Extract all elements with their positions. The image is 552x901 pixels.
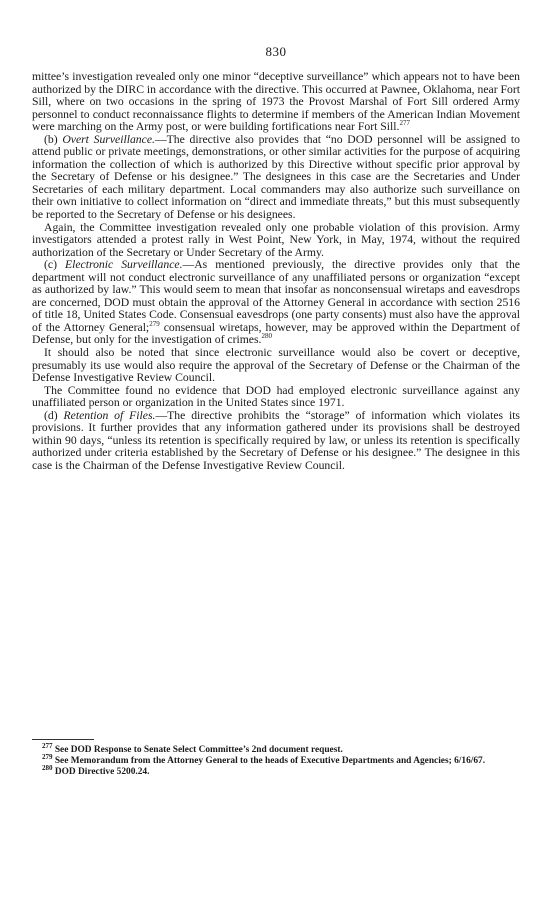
- paragraph-text: Again, the Committee investigation revealed only one probable violation of this provision. Army investigators attended a protest rally in West Point, New York, in May, 1974, without the required authorization of the Secretary or Under Secretary of the Army.: [32, 220, 520, 259]
- footnotes: [32, 741, 520, 779]
- paragraph: [32, 134, 520, 222]
- paragraph: [32, 385, 520, 410]
- section-heading: Electronic Surveillance.: [64, 258, 183, 272]
- paragraph-text: —The directive prohibits the “storage” of information which violates its provisions. It further provides that any information gathered under its provisions shall be destroyed within 90 days, “unless its retention is specifically required by law, or unless its retention is specifically authorized under criteria established by the Secretary of Defense or his designee.” The designee in this case is the Chairman of the Defense Investigative Review Council.: [32, 408, 520, 472]
- footnote-text: DOD Directive 5200.24.: [52, 767, 150, 778]
- paragraph: [32, 71, 520, 134]
- paragraph-text: —As mentioned previously, the directive provides only that the department will not conduct electronic surveillance of any unaffiliated persons or organization “except as authorized by law.” This would seem to mean that insofar as nonconsensual wiretaps and eavesdrops are concerned, DOD must obtain the approval of the Attorney General in accordance with section 2516 of title 18, United States Code. Consensual eavesdrops (one party consents) must also have the approval of the Attorney General;: [32, 258, 520, 334]
- paragraph-text: The Committee found no evidence that DOD had employed electronic surveillance against any unaffiliated person or organization in the United States since 1971.: [32, 383, 520, 410]
- paragraph: [32, 259, 520, 347]
- paragraph-text: (c): [44, 258, 65, 272]
- footnote-text: See DOD Response to Senate Select Committee’s 2nd document request.: [52, 745, 343, 755]
- section-heading: Overt Surveillance.: [62, 132, 155, 146]
- footnote-reference: 279: [149, 320, 160, 329]
- footnote: [32, 753, 520, 767]
- footnote: [32, 764, 520, 778]
- footnote-reference: 277: [399, 119, 410, 128]
- paragraph-text: (b): [44, 132, 63, 146]
- footnote-marker: 277: [42, 741, 53, 750]
- paragraph-text: consensual wiretaps, however, may be approved within the Department of Defense, but only for the investigation of crimes.: [32, 320, 520, 347]
- footnote-text: See Memorandum from the Attorney General to the heads of Executive Departments and Agencies; 6/16/67.: [52, 756, 486, 767]
- paragraph-text: (d): [44, 408, 64, 422]
- body-text: [32, 71, 520, 473]
- footnote-marker: 280: [42, 764, 53, 773]
- page-number: 830: [265, 44, 287, 59]
- paragraph-text: —The directive also provides that “no DOD personnel will be assigned to attend public or private meetings, demonstrations, or other similar activities for the purpose of acquiring information the collection of which is authorized by this Directive without specific prior approval by the Secretary of Defense or his designee.” The designees in this case are the Secretaries and Under Secretaries of each military department. Local commanders may also authorize such surveillance on their own initiative to collect information on “direct and immediate threats,” but this must subsequently be reported to the Secretary of Defense or his designees.: [32, 132, 520, 222]
- footnote-reference: 280: [261, 332, 272, 341]
- paragraph: [32, 222, 520, 260]
- paragraph: [32, 347, 520, 385]
- paragraph-text: It should also be noted that since electronic surveillance would also be covert or deceptive, presumably its use would also require the approval of the Secretary of Defense or the Chairman of the Defense Investigative Review Council.: [32, 346, 520, 385]
- paragraph: [32, 410, 520, 473]
- footnote-divider: [32, 739, 94, 740]
- section-heading: Retention of Files.: [63, 408, 156, 422]
- footnote-marker: 279: [42, 753, 53, 762]
- footnote: [32, 741, 520, 756]
- paragraph-text: mittee’s investigation revealed only one minor “deceptive surveillance” which appears not to have been authorized by the DIRC in accordance with the directive. This occurred at Pawnee, Oklahoma, near Fort Sill, where on two occasions in the spring of 1973 the Provost Marshal of Fort Sill ordered Army personnel to conduct reconnaissance flights to determine if members of the American Indian Movement were marching on the Army post, or were building fortifications near Fort Sill.: [32, 70, 520, 134]
